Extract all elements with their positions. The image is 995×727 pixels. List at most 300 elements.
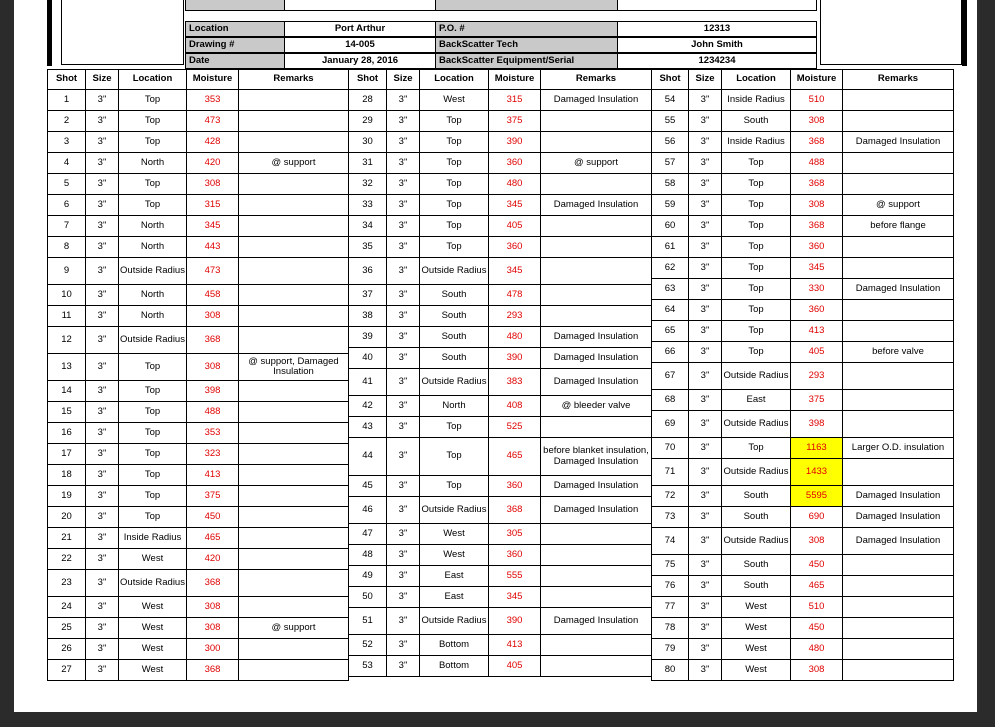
col-location: Location xyxy=(722,70,791,90)
moisture-cell: 345 xyxy=(791,258,843,279)
shot-cell: 37 xyxy=(349,285,387,306)
remarks-cell xyxy=(541,306,652,327)
remarks-cell xyxy=(239,90,349,111)
size-cell: 3" xyxy=(689,132,722,153)
size-cell: 3" xyxy=(387,174,420,195)
moisture-cell: 360 xyxy=(791,300,843,321)
remarks-cell xyxy=(541,237,652,258)
shot-cell: 80 xyxy=(652,660,689,681)
table-row xyxy=(349,608,652,635)
col-remarks: Remarks xyxy=(541,70,652,90)
size-cell: 3" xyxy=(689,390,722,411)
shot-cell: 75 xyxy=(652,555,689,576)
shot-cell: 16 xyxy=(48,423,86,444)
moisture-cell: 405 xyxy=(489,216,541,237)
location-cell: South xyxy=(420,306,489,327)
remarks-cell: before flange xyxy=(843,216,954,237)
size-cell: 3" xyxy=(86,216,119,237)
remarks-cell xyxy=(239,285,349,306)
location-cell: Bottom xyxy=(420,656,489,677)
moisture-cell: 308 xyxy=(187,354,239,381)
location-cell: North xyxy=(119,153,187,174)
location-cell: South xyxy=(420,327,489,348)
shot-cell: 48 xyxy=(349,545,387,566)
remarks-cell xyxy=(239,639,349,660)
location-cell: Outside Radius xyxy=(722,411,791,438)
remarks-cell: before blanket insulation, Damaged Insulation xyxy=(541,438,652,476)
moisture-cell: 413 xyxy=(791,321,843,342)
shot-cell: 73 xyxy=(652,507,689,528)
moisture-cell: 330 xyxy=(791,279,843,300)
shot-cell: 69 xyxy=(652,411,689,438)
shot-cell: 25 xyxy=(48,618,86,639)
table-row xyxy=(652,438,954,459)
page-border-right xyxy=(962,0,967,66)
location-cell: North xyxy=(420,396,489,417)
shot-cell: 54 xyxy=(652,90,689,111)
header-row-date xyxy=(185,53,817,69)
location-cell: Top xyxy=(722,237,791,258)
size-cell: 3" xyxy=(689,363,722,390)
table-row xyxy=(652,111,954,132)
size-cell: 3" xyxy=(387,153,420,174)
location-cell: Inside Radius xyxy=(119,528,187,549)
shot-cell: 9 xyxy=(48,258,86,285)
location-cell: Top xyxy=(722,438,791,459)
remarks-cell xyxy=(239,570,349,597)
size-cell: 3" xyxy=(387,195,420,216)
moisture-cell: 398 xyxy=(791,411,843,438)
location-cell: Top xyxy=(722,321,791,342)
shot-cell: 71 xyxy=(652,459,689,486)
table-row xyxy=(48,507,349,528)
moisture-cell: 5595 xyxy=(791,486,843,507)
moisture-cell: 390 xyxy=(489,132,541,153)
shot-cell: 12 xyxy=(48,327,86,354)
remarks-cell: Damaged Insulation xyxy=(541,90,652,111)
location-cell: North xyxy=(119,285,187,306)
table-row xyxy=(48,528,349,549)
table-row xyxy=(349,348,652,369)
shot-cell: 79 xyxy=(652,639,689,660)
remarks-cell xyxy=(541,132,652,153)
shot-cell: 42 xyxy=(349,396,387,417)
size-cell: 3" xyxy=(387,396,420,417)
header-row-cut xyxy=(185,0,817,11)
table-row xyxy=(48,153,349,174)
location-cell: Top xyxy=(119,486,187,507)
location-cell: Top xyxy=(722,195,791,216)
size-cell: 3" xyxy=(387,497,420,524)
size-cell: 3" xyxy=(689,438,722,459)
size-cell: 3" xyxy=(86,423,119,444)
remarks-cell xyxy=(541,587,652,608)
remarks-cell xyxy=(541,417,652,438)
remarks-cell xyxy=(843,174,954,195)
remarks-cell xyxy=(843,660,954,681)
remarks-cell: Damaged Insulation xyxy=(541,327,652,348)
size-cell: 3" xyxy=(86,597,119,618)
table-row xyxy=(48,423,349,444)
moisture-cell: 510 xyxy=(791,90,843,111)
location-cell: South xyxy=(722,507,791,528)
shot-cell: 50 xyxy=(349,587,387,608)
shot-cell: 3 xyxy=(48,132,86,153)
location-cell: Top xyxy=(119,381,187,402)
shot-cell: 34 xyxy=(349,216,387,237)
table-row xyxy=(652,279,954,300)
remarks-cell: Damaged Insulation xyxy=(541,476,652,497)
remarks-cell xyxy=(239,423,349,444)
shot-cell: 62 xyxy=(652,258,689,279)
drawing-label: Drawing # xyxy=(185,37,285,53)
moisture-cell: 450 xyxy=(791,618,843,639)
moisture-cell: 293 xyxy=(489,306,541,327)
po-label: P.O. # xyxy=(436,21,618,37)
size-cell: 3" xyxy=(86,465,119,486)
location-cell: Top xyxy=(722,300,791,321)
moisture-cell: 1163 xyxy=(791,438,843,459)
table-row xyxy=(48,132,349,153)
location-cell: Top xyxy=(722,279,791,300)
table-row xyxy=(349,195,652,216)
size-cell: 3" xyxy=(689,195,722,216)
table-row xyxy=(652,258,954,279)
table-row xyxy=(349,306,652,327)
table-row xyxy=(652,321,954,342)
table-row xyxy=(349,237,652,258)
col-location: Location xyxy=(420,70,489,90)
size-cell: 3" xyxy=(689,216,722,237)
table-row xyxy=(48,111,349,132)
shot-cell: 55 xyxy=(652,111,689,132)
moisture-cell: 465 xyxy=(489,438,541,476)
location-cell: Top xyxy=(119,195,187,216)
remarks-cell: Damaged Insulation xyxy=(843,507,954,528)
remarks-cell xyxy=(239,402,349,423)
location-cell: Top xyxy=(119,465,187,486)
header-row-drawing xyxy=(185,37,817,53)
remarks-cell xyxy=(541,545,652,566)
location-cell: Outside Radius xyxy=(722,459,791,486)
shot-cell: 36 xyxy=(349,258,387,285)
location-cell: Top xyxy=(119,132,187,153)
shot-cell: 11 xyxy=(48,306,86,327)
remarks-cell: Damaged Insulation xyxy=(541,348,652,369)
remarks-cell: Damaged Insulation xyxy=(843,132,954,153)
size-cell: 3" xyxy=(387,348,420,369)
shot-cell: 19 xyxy=(48,486,86,507)
size-cell: 3" xyxy=(689,258,722,279)
shot-cell: 21 xyxy=(48,528,86,549)
remarks-cell: Damaged Insulation xyxy=(843,486,954,507)
location-cell: North xyxy=(119,237,187,258)
location-cell: West xyxy=(119,660,187,681)
remarks-cell xyxy=(843,639,954,660)
table-row xyxy=(349,90,652,111)
moisture-cell: 308 xyxy=(187,174,239,195)
shot-cell: 31 xyxy=(349,153,387,174)
table-row xyxy=(349,285,652,306)
size-cell: 3" xyxy=(387,285,420,306)
shot-cell: 40 xyxy=(349,348,387,369)
location-cell: West xyxy=(119,549,187,570)
size-cell: 3" xyxy=(689,342,722,363)
moisture-cell: 345 xyxy=(187,216,239,237)
location-cell: Top xyxy=(119,507,187,528)
moisture-cell: 555 xyxy=(489,566,541,587)
moisture-cell: 368 xyxy=(187,660,239,681)
remarks-cell xyxy=(239,237,349,258)
table-row xyxy=(652,597,954,618)
table-row xyxy=(48,306,349,327)
remarks-cell xyxy=(843,111,954,132)
moisture-cell: 1433 xyxy=(791,459,843,486)
remarks-cell xyxy=(843,555,954,576)
col-size: Size xyxy=(387,70,420,90)
remarks-cell: Damaged Insulation xyxy=(541,369,652,396)
location-cell: Top xyxy=(420,476,489,497)
table-row xyxy=(652,363,954,390)
size-cell: 3" xyxy=(689,528,722,555)
size-cell: 3" xyxy=(689,618,722,639)
location-cell: West xyxy=(420,90,489,111)
location-cell: Top xyxy=(722,258,791,279)
moisture-cell: 450 xyxy=(187,507,239,528)
table-row xyxy=(349,417,652,438)
moisture-cell: 345 xyxy=(489,258,541,285)
moisture-cell: 368 xyxy=(489,497,541,524)
size-cell: 3" xyxy=(387,417,420,438)
moisture-cell: 390 xyxy=(489,348,541,369)
moisture-cell: 473 xyxy=(187,111,239,132)
location-cell: West xyxy=(420,545,489,566)
remarks-cell xyxy=(843,576,954,597)
table-row xyxy=(48,90,349,111)
table-row xyxy=(349,111,652,132)
shot-cell: 10 xyxy=(48,285,86,306)
location-cell: West xyxy=(119,639,187,660)
table-row xyxy=(349,566,652,587)
remarks-cell: Damaged Insulation xyxy=(843,279,954,300)
size-cell: 3" xyxy=(86,507,119,528)
size-cell: 3" xyxy=(387,327,420,348)
size-cell: 3" xyxy=(86,618,119,639)
shot-cell: 46 xyxy=(349,497,387,524)
shot-cell: 15 xyxy=(48,402,86,423)
shot-cell: 78 xyxy=(652,618,689,639)
shot-cell: 32 xyxy=(349,174,387,195)
moisture-cell: 450 xyxy=(791,555,843,576)
location-cell: Top xyxy=(420,417,489,438)
date-value: January 28, 2016 xyxy=(285,53,436,69)
shot-cell: 39 xyxy=(349,327,387,348)
location-cell: West xyxy=(722,597,791,618)
remarks-cell xyxy=(239,111,349,132)
moisture-cell: 308 xyxy=(187,618,239,639)
size-cell: 3" xyxy=(689,597,722,618)
remarks-cell xyxy=(541,566,652,587)
location-cell: Top xyxy=(119,174,187,195)
shot-cell: 17 xyxy=(48,444,86,465)
table-row xyxy=(349,258,652,285)
size-cell: 3" xyxy=(689,174,722,195)
moisture-cell: 315 xyxy=(489,90,541,111)
size-cell: 3" xyxy=(387,216,420,237)
remarks-cell xyxy=(541,111,652,132)
location-cell: Top xyxy=(420,132,489,153)
table-row xyxy=(48,486,349,507)
remarks-cell xyxy=(843,597,954,618)
location-cell: Top xyxy=(119,90,187,111)
location-cell: South xyxy=(722,576,791,597)
size-cell: 3" xyxy=(86,528,119,549)
equipment-value: 1234234 xyxy=(618,53,817,69)
moisture-cell: 353 xyxy=(187,423,239,444)
shot-cell: 29 xyxy=(349,111,387,132)
size-cell: 3" xyxy=(387,258,420,285)
moisture-cell: 420 xyxy=(187,153,239,174)
table-row xyxy=(652,639,954,660)
moisture-cell: 368 xyxy=(791,132,843,153)
shot-cell: 53 xyxy=(349,656,387,677)
size-cell: 3" xyxy=(86,549,119,570)
moisture-cell: 308 xyxy=(791,528,843,555)
table-row xyxy=(349,587,652,608)
location-cell: Outside Radius xyxy=(119,327,187,354)
size-cell: 3" xyxy=(387,369,420,396)
location-cell: Top xyxy=(420,237,489,258)
moisture-cell: 525 xyxy=(489,417,541,438)
moisture-cell: 465 xyxy=(187,528,239,549)
col-shot: Shot xyxy=(349,70,387,90)
shot-cell: 64 xyxy=(652,300,689,321)
table-row xyxy=(652,486,954,507)
table-row xyxy=(652,528,954,555)
shot-cell: 23 xyxy=(48,570,86,597)
table-row xyxy=(652,507,954,528)
readings-table-2 xyxy=(348,69,652,677)
table-row xyxy=(652,237,954,258)
remarks-cell: Larger O.D. insulation xyxy=(843,438,954,459)
shot-cell: 1 xyxy=(48,90,86,111)
table-row xyxy=(48,195,349,216)
table-row xyxy=(652,411,954,438)
table-row xyxy=(349,438,652,476)
moisture-cell: 375 xyxy=(489,111,541,132)
size-cell: 3" xyxy=(387,111,420,132)
table-row xyxy=(652,132,954,153)
shot-cell: 57 xyxy=(652,153,689,174)
shot-cell: 8 xyxy=(48,237,86,258)
size-cell: 3" xyxy=(86,639,119,660)
logo-box-right xyxy=(820,0,962,65)
table-row xyxy=(652,174,954,195)
size-cell: 3" xyxy=(86,174,119,195)
moisture-cell: 360 xyxy=(489,237,541,258)
location-cell: Outside Radius xyxy=(722,528,791,555)
shot-cell: 77 xyxy=(652,597,689,618)
table-row xyxy=(652,660,954,681)
shot-cell: 65 xyxy=(652,321,689,342)
remarks-cell xyxy=(239,486,349,507)
location-cell: South xyxy=(722,486,791,507)
remarks-cell xyxy=(843,90,954,111)
size-cell: 3" xyxy=(387,566,420,587)
shot-cell: 18 xyxy=(48,465,86,486)
size-cell: 3" xyxy=(689,660,722,681)
date-label: Date xyxy=(185,53,285,69)
remarks-cell xyxy=(843,459,954,486)
table-row xyxy=(349,497,652,524)
size-cell: 3" xyxy=(86,153,119,174)
size-cell: 3" xyxy=(86,570,119,597)
moisture-cell: 360 xyxy=(489,153,541,174)
size-cell: 3" xyxy=(689,279,722,300)
size-cell: 3" xyxy=(86,486,119,507)
table-row xyxy=(349,216,652,237)
shot-cell: 4 xyxy=(48,153,86,174)
remarks-cell xyxy=(239,174,349,195)
moisture-cell: 413 xyxy=(489,635,541,656)
location-cell: Bottom xyxy=(420,635,489,656)
shot-cell: 51 xyxy=(349,608,387,635)
location-cell: Top xyxy=(420,153,489,174)
table-row xyxy=(652,90,954,111)
shot-cell: 38 xyxy=(349,306,387,327)
table-row xyxy=(48,570,349,597)
size-cell: 3" xyxy=(86,237,119,258)
moisture-cell: 300 xyxy=(187,639,239,660)
location-cell: East xyxy=(722,390,791,411)
shot-cell: 14 xyxy=(48,381,86,402)
shot-cell: 13 xyxy=(48,354,86,381)
moisture-cell: 510 xyxy=(791,597,843,618)
moisture-cell: 408 xyxy=(489,396,541,417)
size-cell: 3" xyxy=(86,285,119,306)
size-cell: 3" xyxy=(86,660,119,681)
remarks-cell xyxy=(239,381,349,402)
shot-cell: 52 xyxy=(349,635,387,656)
location-cell: West xyxy=(722,618,791,639)
shot-cell: 49 xyxy=(349,566,387,587)
shot-cell: 27 xyxy=(48,660,86,681)
location-cell: West xyxy=(722,660,791,681)
col-size: Size xyxy=(86,70,119,90)
shot-cell: 61 xyxy=(652,237,689,258)
location-cell: South xyxy=(722,111,791,132)
moisture-cell: 293 xyxy=(791,363,843,390)
table-row xyxy=(349,476,652,497)
table-row xyxy=(652,153,954,174)
table-row xyxy=(349,545,652,566)
remarks-cell xyxy=(239,132,349,153)
report-header xyxy=(185,0,817,68)
size-cell: 3" xyxy=(86,90,119,111)
table-row xyxy=(652,555,954,576)
remarks-cell xyxy=(541,258,652,285)
size-cell: 3" xyxy=(387,587,420,608)
table-row xyxy=(48,465,349,486)
moisture-cell: 368 xyxy=(187,327,239,354)
location-cell: Outside Radius xyxy=(420,369,489,396)
remarks-cell xyxy=(843,363,954,390)
moisture-cell: 308 xyxy=(187,306,239,327)
size-cell: 3" xyxy=(387,656,420,677)
shot-cell: 72 xyxy=(652,486,689,507)
location-cell: Outside Radius xyxy=(420,497,489,524)
moisture-cell: 308 xyxy=(791,660,843,681)
